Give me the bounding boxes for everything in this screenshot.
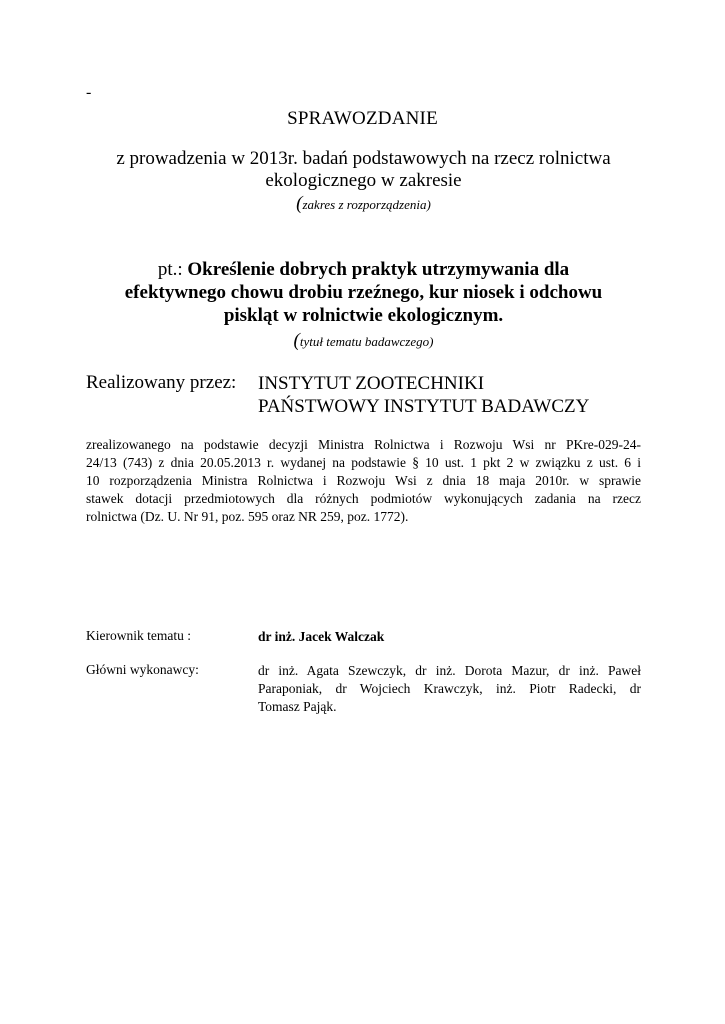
topic-line: piskląt w rolnictwie ekologicznym. bbox=[223, 305, 504, 326]
document-title: SPRAWOZDANIE bbox=[287, 108, 438, 129]
scope-note-text: zakres z rozporządzenia) bbox=[302, 197, 431, 212]
main-executors-list bbox=[258, 662, 641, 716]
leading-dash: - bbox=[86, 84, 92, 101]
organization-line: INSTYTUT ZOOTECHNIKI bbox=[258, 373, 485, 394]
scope-note bbox=[86, 193, 641, 215]
basis-line: stawek dotacji przedmiotowych dla różnych podmiotów wykonujących zadania na rzecz bbox=[86, 491, 641, 506]
executors-line: Tomasz Pająk. bbox=[258, 699, 337, 714]
topic-line bbox=[86, 258, 641, 281]
leader-name-text: dr inż. Jacek Walczak bbox=[258, 629, 385, 644]
scope-note-paren: ( bbox=[296, 193, 303, 214]
realized-by-organization bbox=[258, 372, 589, 418]
basis-line: 10 rozporządzenia Ministra Rolnictwa i Rozwoju Wsi z dnia 18 maja 2010r. w sprawie bbox=[86, 473, 641, 488]
organization-line: PAŃSTWOWY INSTYTUT BADAWCZY bbox=[258, 396, 590, 417]
topic-note-text: tytuł tematu badawczego) bbox=[299, 334, 434, 349]
document-subtitle bbox=[86, 148, 641, 192]
topic-text: Określenie dobrych praktyk utrzymywania dla bbox=[187, 259, 570, 280]
subtitle-line: z prowadzenia w 2013r. badań podstawowych na rzecz rolnictwa bbox=[116, 148, 611, 169]
basis-line: 24/13 (743) z dnia 20.05.2013 r. wydanej na podstawie § 10 ust. 1 pkt 2 w związku z ust. 6 i bbox=[86, 455, 641, 470]
executors-line: dr inż. Agata Szewczyk, dr inż. Dorota Mazur, dr inż. Paweł bbox=[258, 663, 641, 678]
realized-by-label: Realizowany przez: bbox=[86, 372, 237, 393]
main-executors-label: Główni wykonawcy: bbox=[86, 662, 199, 677]
basis-line: rolnictwa (Dz. U. Nr 91, poz. 595 oraz NR 259, poz. 1772). bbox=[86, 509, 409, 524]
topic-line: efektywnego chowu drobiu rzeźnego, kur niosek i odchowu bbox=[124, 282, 603, 303]
research-topic bbox=[86, 258, 641, 327]
topic-note-paren: ( bbox=[293, 330, 300, 351]
topic-prefix: pt.: bbox=[157, 259, 188, 280]
topic-leader-name bbox=[258, 628, 641, 646]
topic-note bbox=[86, 330, 641, 352]
basis-line: zrealizowanego na podstawie decyzji Ministra Rolnictwa i Rozwoju Wsi nr PKre-029-24- bbox=[86, 437, 641, 452]
legal-basis-paragraph bbox=[86, 436, 641, 526]
executors-line: Paraponiak, dr Wojciech Krawczyk, inż. Piotr Radecki, dr bbox=[258, 681, 641, 696]
topic-leader-label: Kierownik tematu : bbox=[86, 628, 191, 643]
subtitle-line: ekologicznego w zakresie bbox=[265, 170, 462, 191]
